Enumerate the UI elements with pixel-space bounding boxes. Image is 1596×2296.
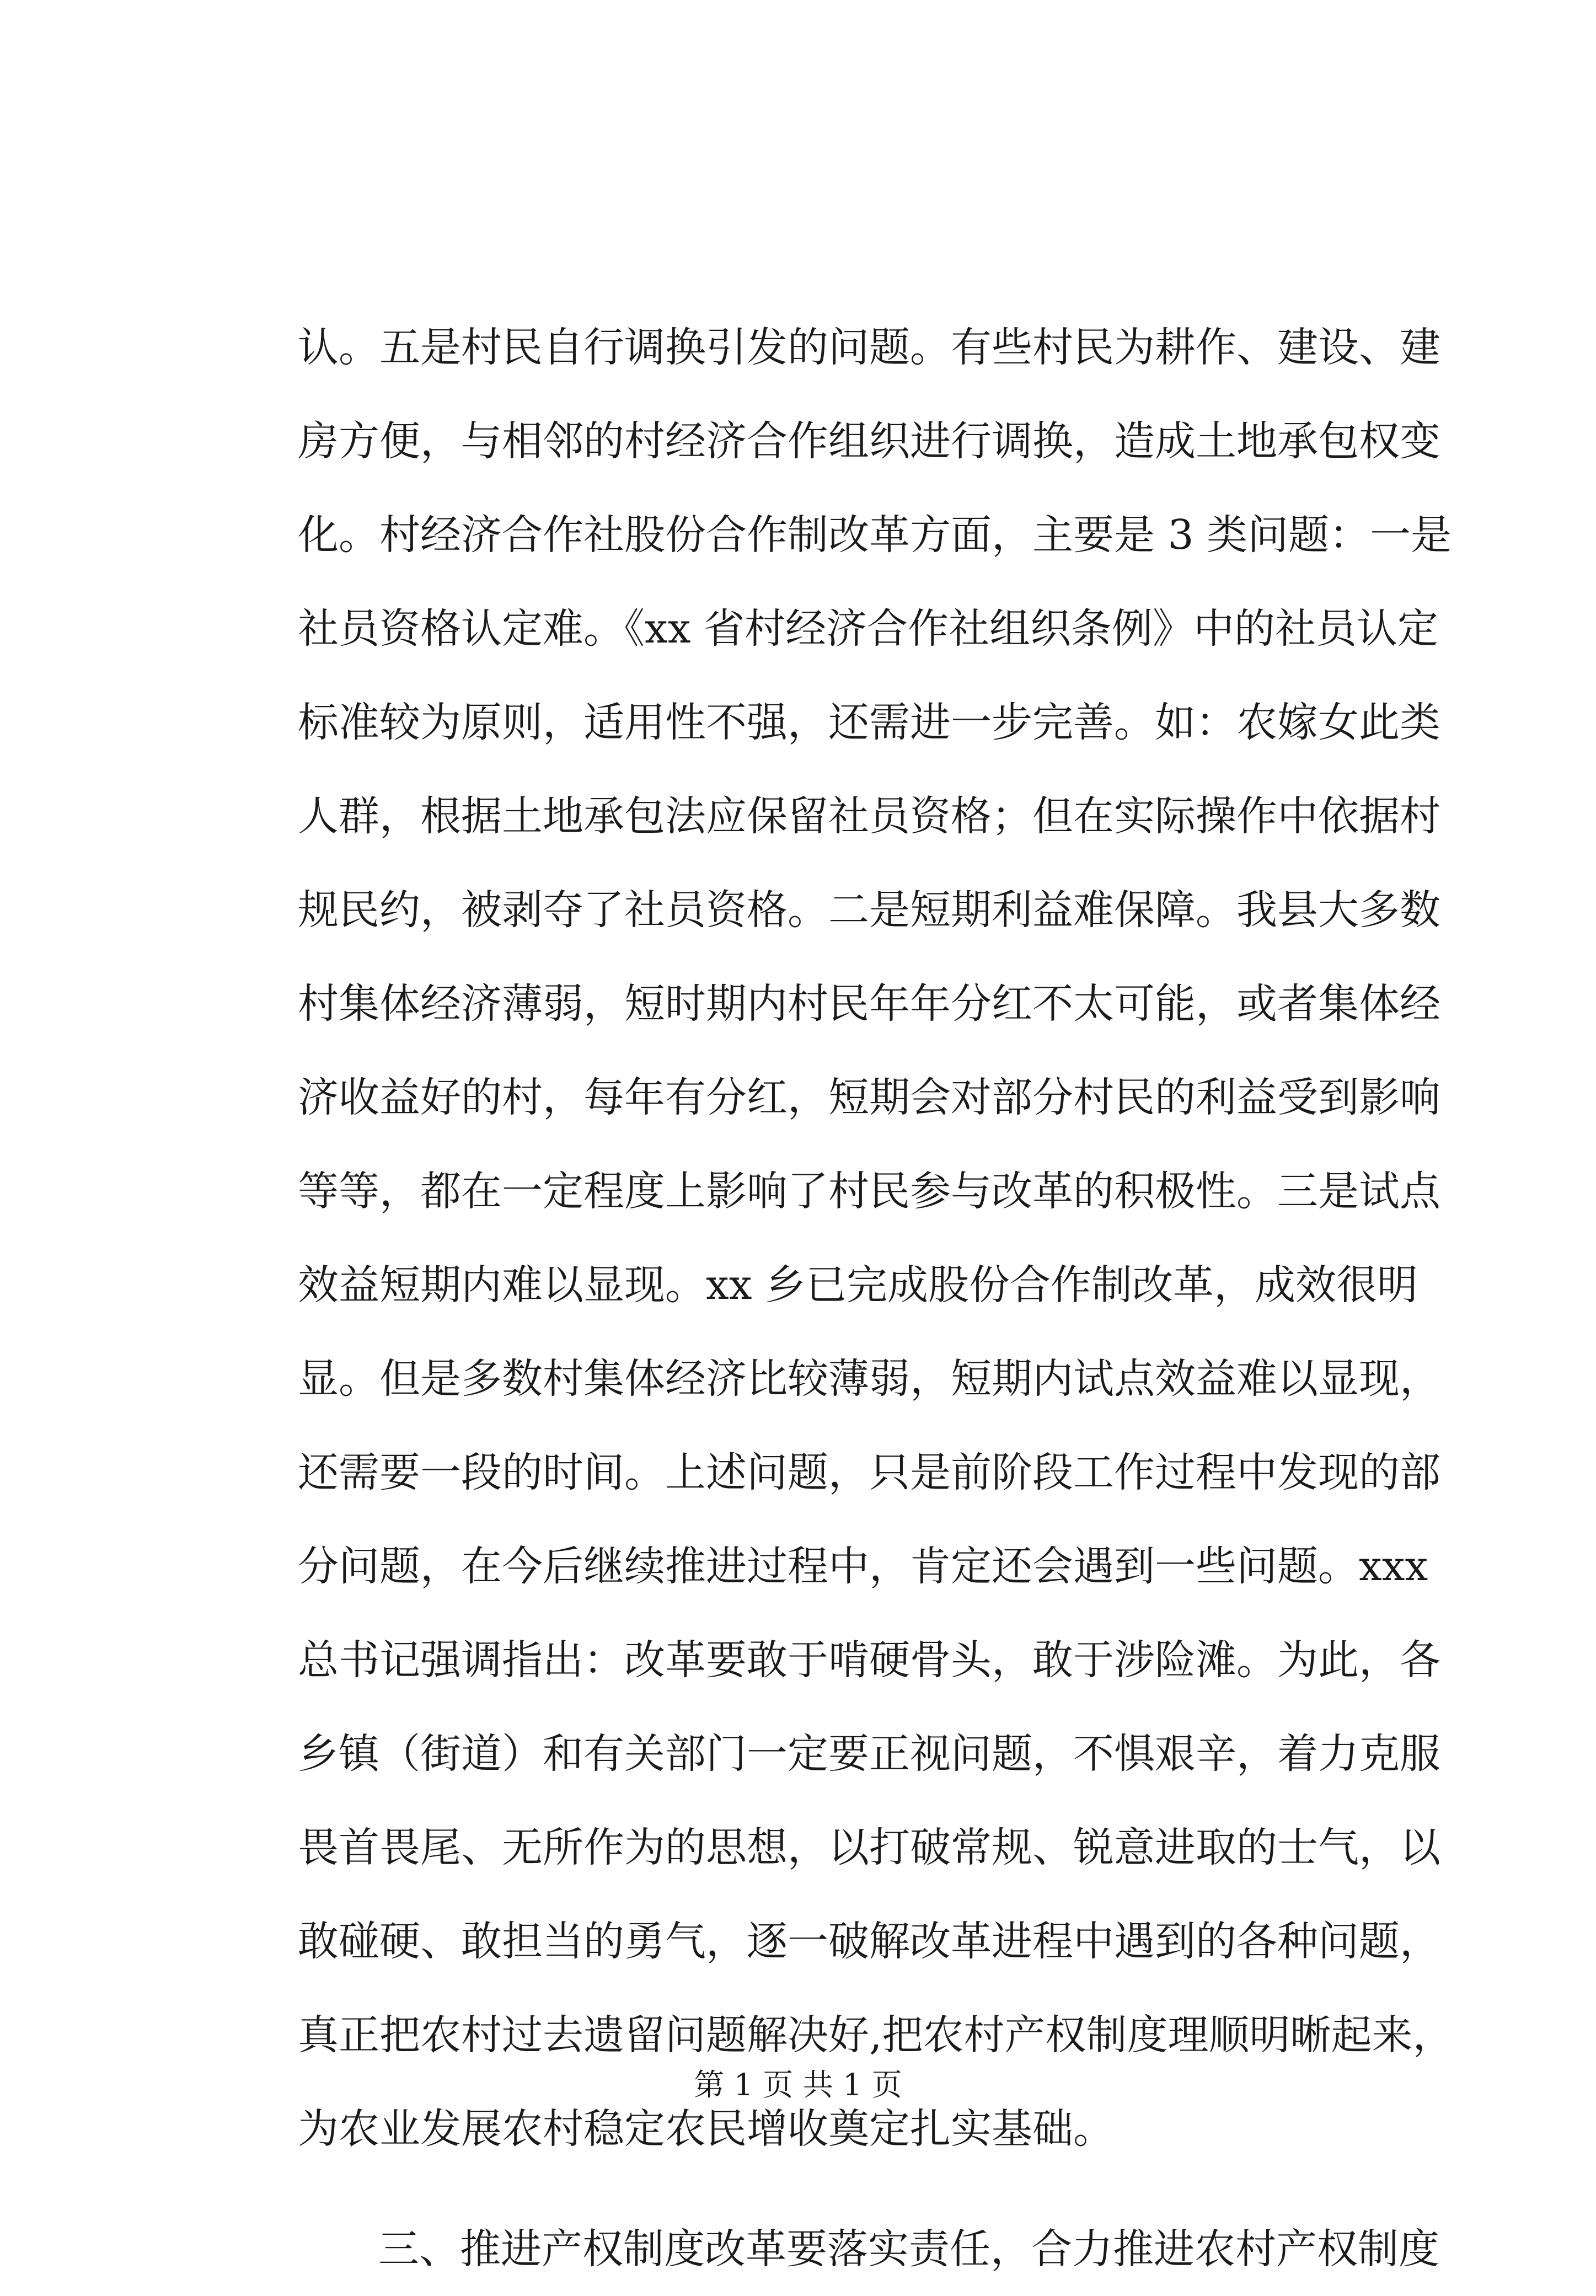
text-line: 村集体经济薄弱，短时期内村民年年分红不太可能，或者集体经 bbox=[298, 980, 1440, 1027]
text-line: 还需要一段的时间。上述问题，只是前阶段工作过程中发现的部 bbox=[298, 1449, 1440, 1496]
paragraph-spacing bbox=[298, 2176, 1398, 2202]
text-line: 畏首畏尾、无所作为的思想，以打破常规、锐意进取的士气，以 bbox=[298, 1824, 1440, 1871]
text-line: 社员资格认定难。《xx 省村经济合作社组织条例》中的社员认定 bbox=[298, 605, 1438, 652]
text-line: 效益短期内难以显现。xx 乡已完成股份合作制改革，成效很明 bbox=[298, 1261, 1418, 1309]
document-body bbox=[298, 301, 1454, 2296]
text-line: 标准较为原则，适用性不强，还需进一步完善。如：农嫁女此类 bbox=[298, 699, 1440, 746]
text-line: 房方便，与相邻的村经济合作组织进行调换，造成土地承包权变 bbox=[298, 418, 1440, 465]
text-line: 显。但是多数村集体经济比较薄弱，短期内试点效益难以显现， bbox=[298, 1355, 1440, 1403]
text-line: 人群，根据土地承包法应保留社员资格；但在实际操作中依据村 bbox=[298, 793, 1440, 840]
text-line: 真正把农村过去遗留问题解决好,把农村产权制度理顺明晰起来， bbox=[298, 2011, 1454, 2059]
text-line: 认。五是村民自行调换引发的问题。有些村民为耕作、建设、建 bbox=[298, 324, 1440, 371]
text-line: 敢碰硬、敢担当的勇气，逐一破解改革进程中遇到的各种问题， bbox=[298, 1918, 1440, 1965]
text-line: 分问题，在今后继续推进过程中，肯定还会遇到一些问题。xxx bbox=[298, 1543, 1428, 1590]
paragraph bbox=[298, 301, 1454, 2176]
text-line: 三、推进产权制度改革要落实责任，合力推进农村产权制度 bbox=[378, 2225, 1439, 2273]
section-heading-paragraph bbox=[298, 2202, 1439, 2296]
text-line: 等等，都在一定程度上影响了村民参与改革的积极性。三是试点 bbox=[298, 1168, 1440, 1215]
text-line: 化。村经济合作社股份合作制改革方面，主要是 3 类问题：一是 bbox=[298, 511, 1452, 559]
text-line: 规民约，被剥夺了社员资格。二是短期利益难保障。我县大多数 bbox=[298, 886, 1440, 934]
text-line: 为农业发展农村稳定农民增收奠定扎实基础。 bbox=[298, 2105, 1114, 2153]
page-footer: 第 1 页 共 1 页 bbox=[694, 2067, 902, 2102]
text-line: 济收益好的村，每年有分红，短期会对部分村民的利益受到影响 bbox=[298, 1074, 1440, 1121]
text-line: 乡镇（街道）和有关部门一定要正视问题，不惧艰辛，着力克服 bbox=[298, 1730, 1440, 1778]
text-line: 总书记强调指出：改革要敢于啃硬骨头，敢于涉险滩。为此，各 bbox=[298, 1636, 1440, 1684]
